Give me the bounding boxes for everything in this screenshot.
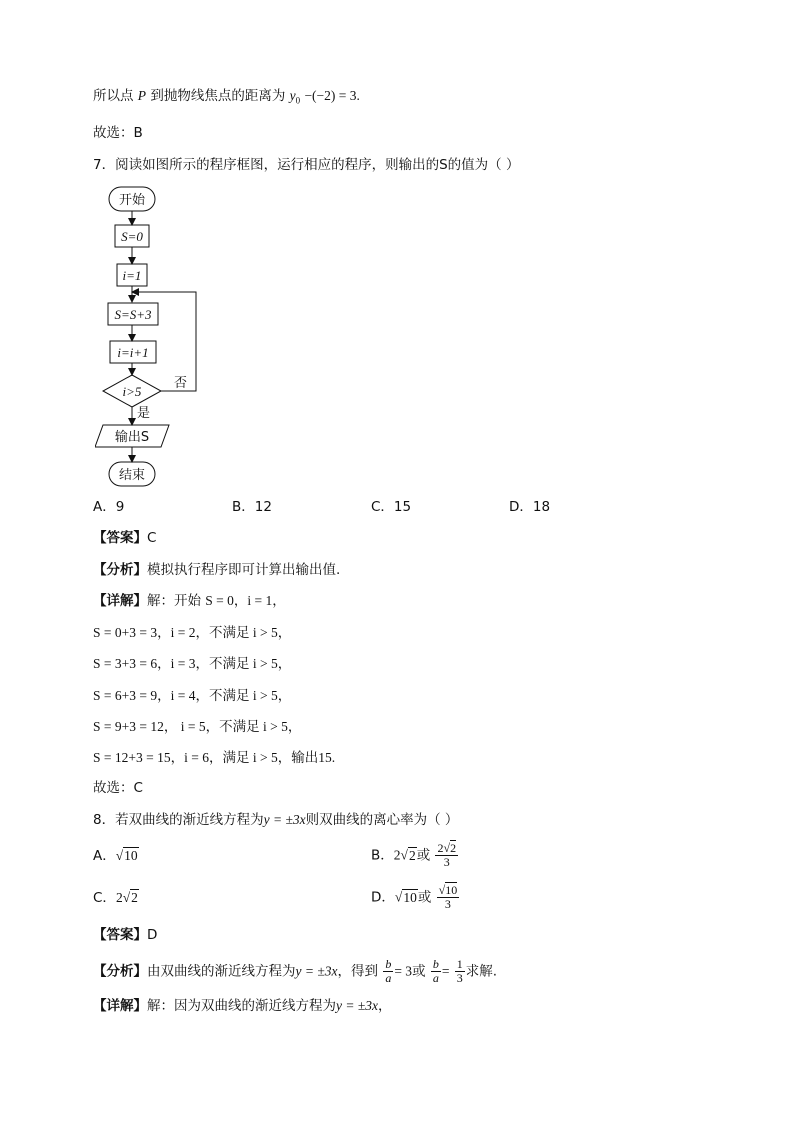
denominator: 3: [456, 971, 463, 985]
q7-option-c: C．15: [371, 499, 412, 515]
text: 所以点: [93, 88, 134, 104]
prev-choose: 故选：B: [93, 125, 143, 141]
q8-analysis: [93, 958, 497, 985]
answer-value: D: [147, 927, 158, 943]
y0-subscript: 0: [295, 95, 301, 106]
q7-detail: [93, 591, 286, 611]
detail-tag: 【详解】: [93, 998, 147, 1014]
asymptote-eq: y = ±3x: [295, 963, 338, 979]
y0: y: [289, 88, 296, 103]
q7-step: S = 3+3 = 6，i = 3，不满足 i > 5，: [93, 656, 292, 671]
equals-3: = 3: [394, 963, 413, 979]
numerator: b: [385, 957, 392, 971]
q7-answer: [93, 528, 156, 548]
detail-tag: 【详解】: [93, 593, 147, 609]
detail-intro: 解：开始: [147, 593, 201, 609]
numerator-radicand: 2: [450, 841, 457, 855]
denominator: 3: [443, 855, 450, 869]
output-label: 输出S: [114, 430, 150, 445]
answer-value: C: [147, 530, 157, 546]
q7-option-b: B．12: [232, 499, 272, 515]
asymptote-eq: y = ±3x: [336, 998, 379, 1013]
analysis-tag: 【分析】: [93, 963, 147, 980]
numerator-radicand: 10: [445, 883, 458, 897]
sqrt: √10: [115, 848, 138, 863]
program-flowchart: [95, 185, 215, 490]
denominator: a: [432, 971, 439, 985]
option-label: D．: [371, 889, 395, 906]
q8-option-d: [371, 884, 460, 911]
update-s-label: S=S+3: [114, 307, 152, 322]
option-label: C．: [93, 890, 116, 906]
q8-option-c: [93, 888, 139, 908]
condition-label: i>5: [122, 384, 142, 399]
distance-expr: −(−2) = 3.: [304, 88, 360, 103]
text: 求解.: [465, 963, 498, 980]
q8-stem: [93, 810, 458, 830]
asymptote-eq: y = ±3x: [263, 812, 306, 827]
q8-option-a: [93, 846, 139, 866]
numerator: b: [432, 957, 439, 971]
answer-tag: 【答案】: [93, 927, 147, 943]
sqrt: √2: [122, 890, 138, 905]
q8-option-b: [371, 842, 459, 869]
fraction-b-over-a: [431, 958, 441, 985]
end-label: 结束: [118, 468, 146, 483]
radicand: 10: [124, 848, 138, 863]
text: 8．若双曲线的渐近线方程为: [93, 812, 264, 828]
start-label: 开始: [118, 193, 146, 208]
q7-option-a: A．9: [93, 499, 125, 515]
sqrt: √10: [394, 889, 417, 905]
q7-choose: 故选：C: [93, 780, 143, 796]
text: 则双曲线的离心率为（ ）: [305, 812, 459, 828]
denominator: 3: [444, 897, 451, 911]
init-i-label: i=1: [122, 268, 142, 283]
option-label: A．: [93, 848, 116, 864]
coefficient: 2: [393, 847, 401, 863]
point-p: P: [137, 88, 147, 103]
or-text: 或: [416, 847, 431, 864]
no-branch-label: 否: [174, 376, 188, 391]
text: ，: [378, 998, 392, 1014]
radicand: 2: [131, 890, 138, 905]
fraction: $\frac{2√2}{3}$: [437, 841, 457, 869]
radicand: 2: [408, 847, 416, 863]
prev-distance-line: [93, 86, 360, 111]
numerator: 1: [456, 957, 463, 971]
coefficient: 2: [115, 890, 123, 905]
q7-analysis: [93, 560, 340, 580]
analysis-tag: 【分析】: [93, 562, 147, 578]
fraction: $\frac{√10}{3}$: [438, 883, 458, 911]
q7-step: S = 6+3 = 9，i = 4，不满足 i > 5，: [93, 688, 292, 703]
update-i-label: i=i+1: [117, 345, 149, 360]
q7-option-d: D．18: [509, 499, 551, 515]
sqrt: √2: [400, 847, 416, 863]
or-text: 或: [412, 963, 426, 980]
q7-step: S = 9+3 = 12， i = 5，不满足 i > 5，: [93, 719, 302, 734]
numerator-coef: 2: [437, 841, 444, 855]
radicand: 10: [403, 889, 417, 905]
init-s-label: S=0: [121, 229, 143, 244]
detail-intro-math: S = 0，i = 1，: [205, 593, 286, 608]
text: 到抛物线焦点的距离为: [150, 88, 286, 104]
option-label: B．: [371, 847, 394, 864]
analysis-text: 模拟执行程序即可计算出输出值.: [147, 562, 341, 578]
answer-tag: 【答案】: [93, 530, 147, 546]
q7-stem: 7．阅读如图所示的程序框图，运行相应的程序，则输出的S的值为（ ）: [93, 157, 520, 173]
or-text: 或: [417, 889, 432, 906]
denominator: a: [385, 971, 392, 985]
q8-detail: [93, 996, 392, 1016]
text: 解：因为双曲线的渐近线方程为: [147, 998, 336, 1014]
yes-branch-label: 是: [137, 406, 151, 421]
text: ，得到: [337, 963, 379, 980]
q8-answer: [93, 925, 157, 945]
fraction-one-third: [455, 958, 465, 985]
text: 由双曲线的渐近线方程为: [147, 963, 296, 980]
q7-step: S = 0+3 = 3，i = 2，不满足 i > 5，: [93, 625, 292, 640]
q7-step: S = 12+3 = 15，i = 6，满足 i > 5，输出15.: [93, 750, 336, 765]
equals: =: [441, 963, 450, 979]
fraction-b-over-a: [383, 958, 393, 985]
